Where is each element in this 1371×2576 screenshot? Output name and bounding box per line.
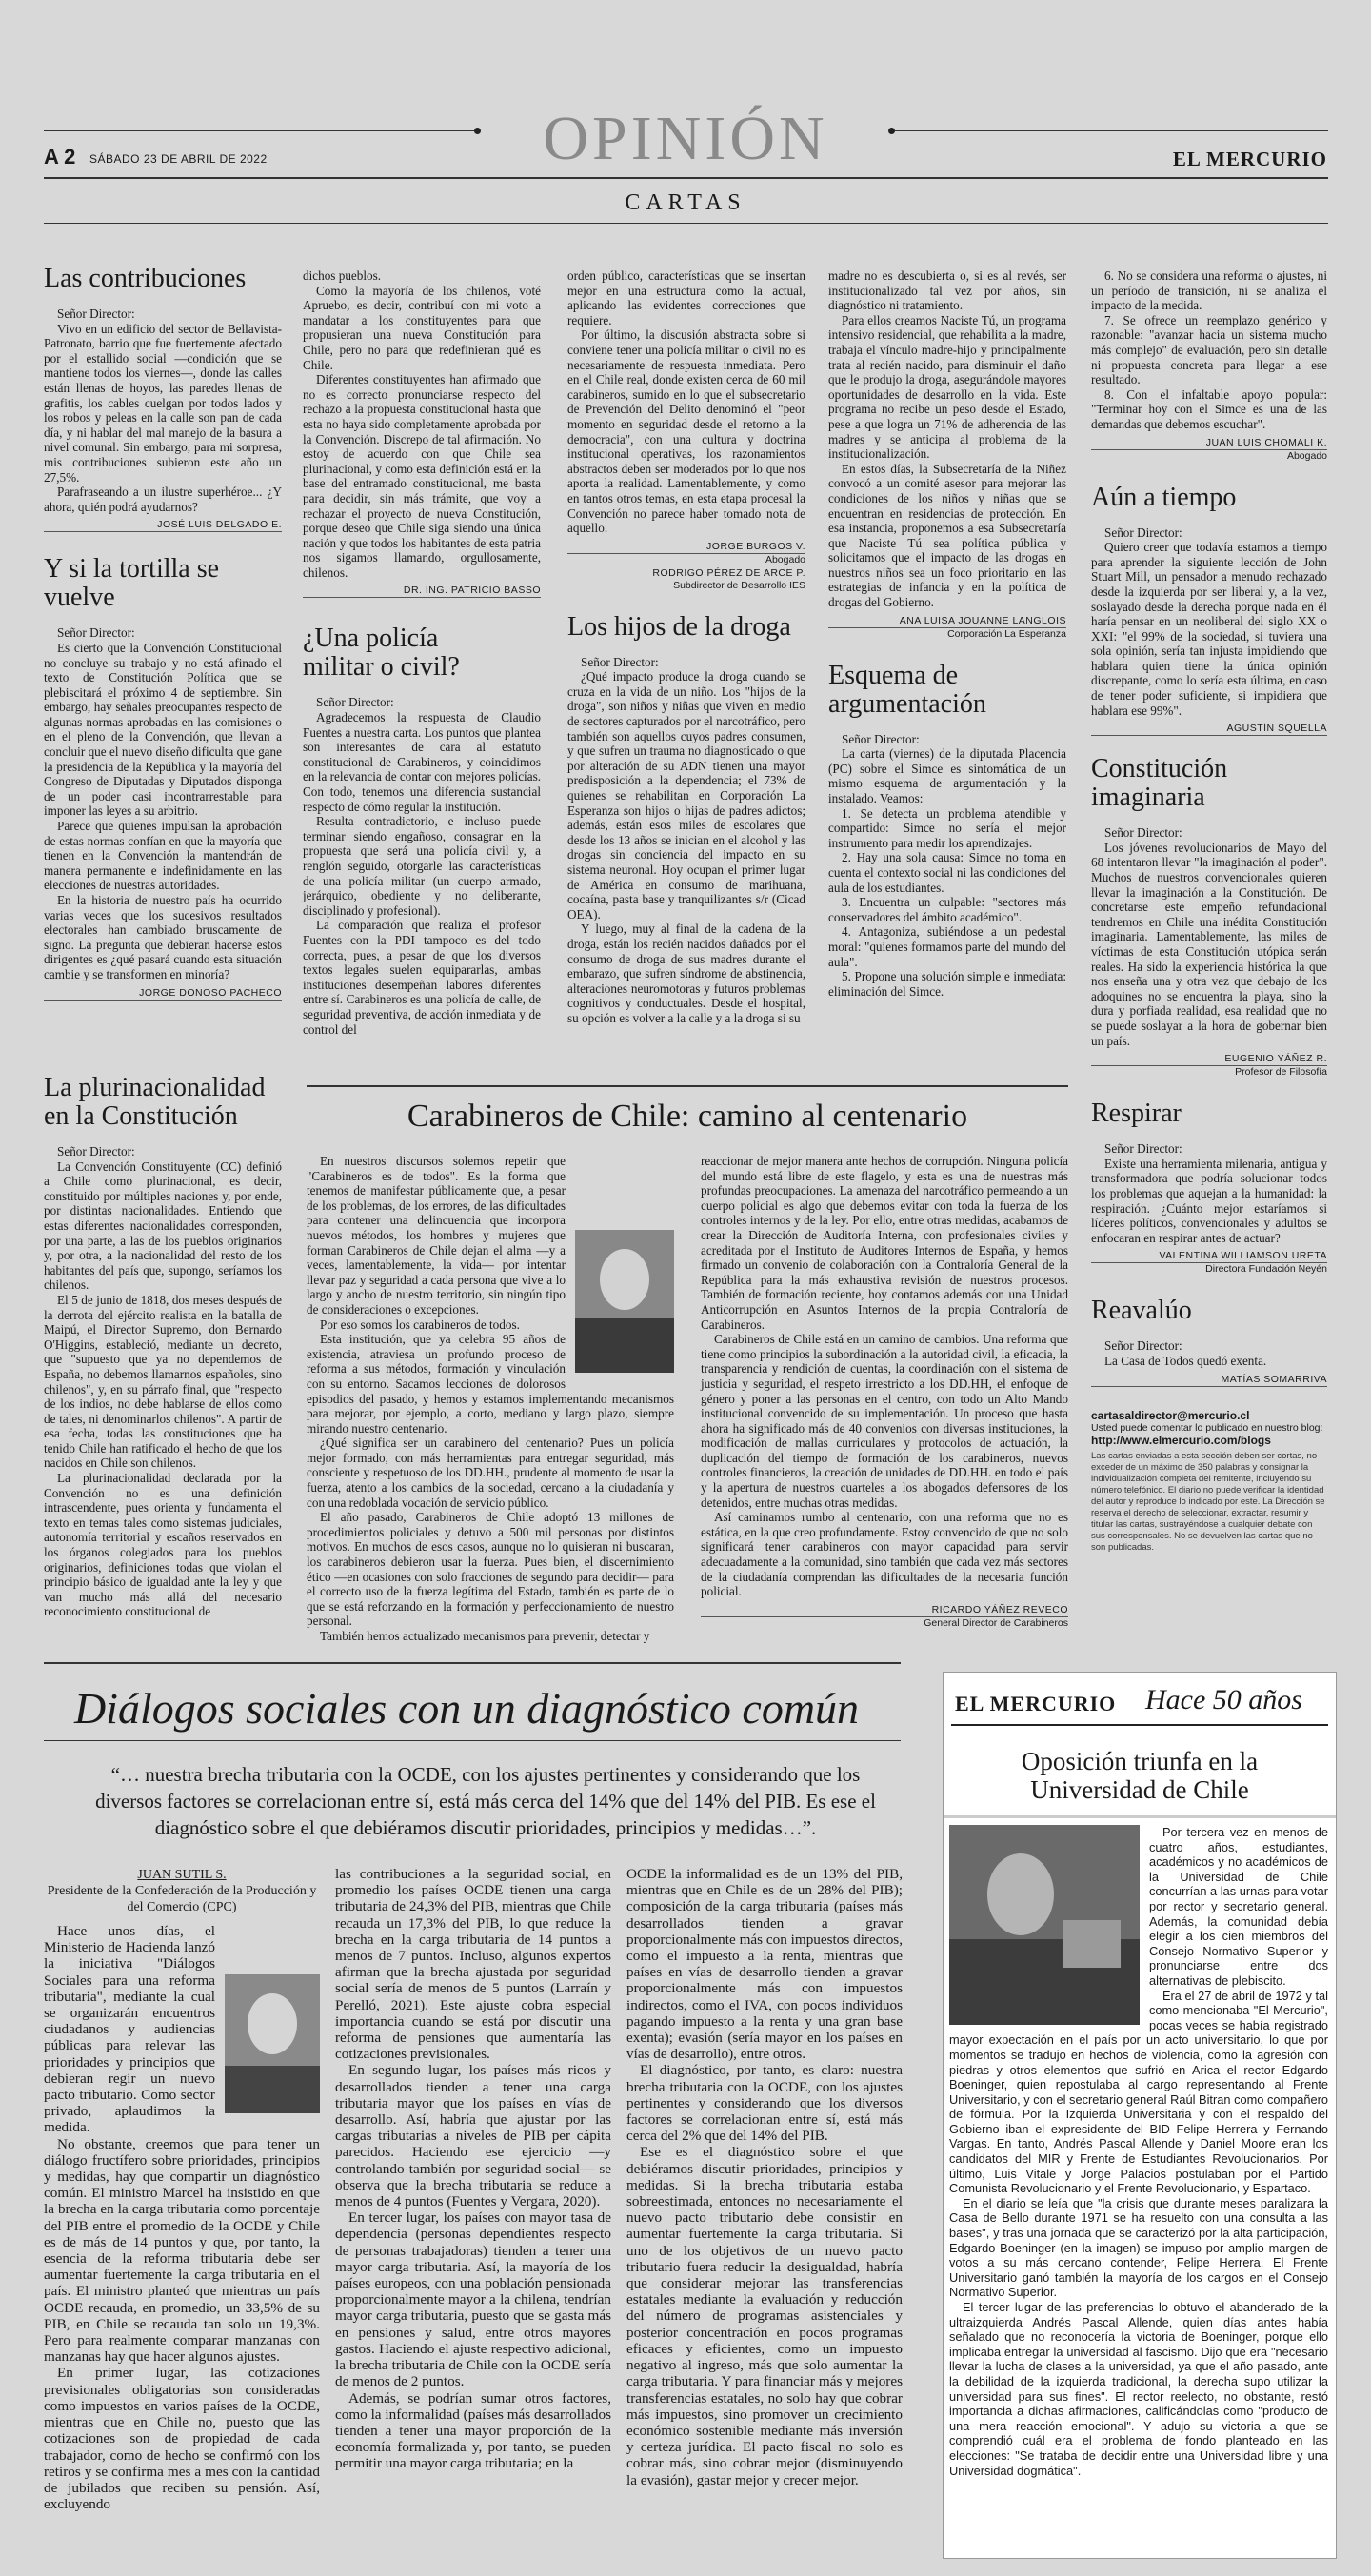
letter-paragraph: El 5 de junio de 1818, dos meses después de la derrota del ejército realista en la batalla de Maipú, el Director Supremo, don Bernardo O'Higgins, estableció, mediante un decreto, que "supuesto que ya no dependemos de España, no debemos llamarnos españoles, sino chilenos", y, en su párrafo final, que "respecto de los indios, no debe hablarse de ellos como de tales, ni denominarlos chilenos". A partir de esa fecha, todas las constituciones que ha tenido Chile han ratificado el hecho de que los nacidos en Chile son chilenos. — [44, 1292, 282, 1471]
letter-title: Las contribuciones — [44, 264, 247, 293]
salutation: Señor Director: — [57, 1144, 135, 1159]
column-paragraph: En nuestros discursos solemos repetir que "Carabineros es de todos". Es la forma que tenemos de manifestar públicamente que, a pesar de los problemas, de los errores, de las dificultades para contener una delincuencia que incorpora nuevos métodos, los hombres y mujeres que forman Carabineros de Chile dejan el alma —y a veces, lamentablemente, la vida— por intentar llevar paz y seguridad a cada persona que vive a lo largo y ancho de nuestro territorio, sin ningún tipo de consideraciones o excepciones. — [307, 1154, 566, 1317]
feature-paragraph: Ese es el diagnóstico sobre el que debiéramos discutir prioridades, principios y medidas. Si la brecha tributaria estaba sobreestimada, entonces no necesariamente el nuevo pacto tributario debe consistir en aumentar fuertemente la carga tributaria. Si uno de los objetivos de un nuevo pacto tributario fuera reducir la desigualdad, habría que considerar mejorar las transferencias estatales mediante la evaluación y reducción del número de programas asistenciales y posterior concentración en pocos programas eficaces y eficientes, como un impuesto negativo al ingreso, más que solo aumentar la carga tributaria. Y para financiar más y mejores transferencias estatales, no solo hay que cobrar más impuestos, sino promover un crecimiento económico sostenible mediante más inversión y certeza jurídica. El pacto fiscal no solo es cobrar más, sino cobrar mejor (disminuyendo la evasión), gastar mejor y crecer mejor. — [626, 2144, 903, 2488]
history-rule — [944, 1815, 1336, 1818]
history-paragraph: En el diario se leía que "la crisis que durante meses paralizara la Casa de Bello durante 1971 se ha resuelto con una consulta a las bases", y tras una jornada que se caracterizó por la alta participación, Edgardo Boeninger (en la imagen) se impuso por amplio margen de votos a su más cercano contender, Felipe Herrera. El Frente Universitario ganó también la mayoría de los cargos en el Consejo Normativo Superior. — [949, 2195, 1328, 2300]
letters-column-3 — [567, 268, 805, 1026]
feature-paragraph: En primer lugar, las cotizaciones previsionales obligatorias son consideradas como impuestos en varios países de la OCDE, mientras que en Chile no, puesto que las cotizaciones son de propiedad de cada trabajador, como de hecho se confirmó con los retiros y se confirma mes a mes con la cantidad de jubilados que reciben su pensión. Así, excluyendo — [44, 2365, 320, 2513]
salutation: Señor Director: — [1104, 1338, 1182, 1354]
letter-paragraph: La Convención Constituyente (CC) definió a Chile como plurinacional, es decir, constituido por múltiples naciones y, por ende, por distintas nacionalidades. Entiendo que estas diferentes nacionalidades corresponden, por una parte, a las de los pueblos originarios y, por otra, a la nacionalidad del resto de los habitantes del país que, supongo, seríamos los chilenos. — [44, 1159, 282, 1293]
salutation: Señor Director: — [316, 695, 394, 710]
feature-paragraph: El diagnóstico, por tanto, es claro: nuestra brecha tributaria con la OCDE, con los ajustes pertinentes y considerando que los diversos factores se correlacionan entre sí, está más cerca del 2% que del 14% del PIB. — [626, 2062, 903, 2145]
history-paragraph: Era el 27 de abril de 1972 y tal como mencionaba "El Mercurio", pocas veces se había registrado mayor expectación en el país por un acto universitario, lo que por momentos se tradujo en hechos de violencia, como la agresión con piedras y otros elementos que sufrió en Arica el rector Edgardo Boeninger, quien repostulaba al cargo representando al Frente Universitario, y con el secretario general Raúl Bitran como compañero de fórmula. Por la Izquierda Universitaria y con el respaldo del Gobierno iban el expresidente del BID Felipe Herrera y Fernando Vargas. En tanto, Andrés Pascal Allende y Daniel Moore eran los candidatos del MIR y Frente de Estudiantes Revolucionarios. Por último, Luis Vitale y Jorge Palacios postulaban por el Partido Comunista Revolucionario y el Frente Revolucionario, y Espartaco. — [949, 1988, 1328, 2196]
letters-info — [1091, 1410, 1327, 1554]
signature-role: Abogado — [1286, 449, 1327, 462]
carabineros-col-2 — [701, 1154, 1068, 1651]
author-photo — [225, 1974, 320, 2113]
salutation: Señor Director: — [1104, 825, 1182, 841]
letter-paragraph: Resulta contradictorio, e incluso puede terminar siendo engañoso, consagrar en la propuesta que será una policía civil y, a renglón seguido, otorgarle las características de una policía militar (un cuerpo armado, jerárquico, obediente y no deliberante, disciplinado y profesional). — [303, 814, 541, 918]
letters-header: CARTAS — [625, 190, 746, 215]
letter-signature: JUAN LUIS CHOMALI K. — [1091, 436, 1327, 450]
signature-role: Corporación La Esperanza — [947, 627, 1066, 640]
feature-paragraph: Además, se podrían sumar otros factores, como la informalidad (países más desarrollados tienden a tener una mayor proporción de la economía formalizada y, por tanto, se pueden permitir una mayor carga tributaria; en la — [335, 2389, 611, 2472]
carabineros-col-1 — [307, 1154, 674, 1644]
letters-column-5 — [1091, 268, 1327, 1554]
letter-paragraph: En la historia de nuestro país ha ocurrido varias veces que los sucesivos resultados electorales han cambiado bruscamente de signo. La pregunta que debieran hacerse estos dirigentes es ¿qué pasará cuando esta situación cambie y se transformen en minoría? — [44, 893, 282, 981]
letter-paragraph: 3. Encuentra un culpable: "sectores más conservadores del ámbito académico". — [828, 895, 1066, 924]
salutation: Señor Director: — [842, 731, 920, 746]
letters-column-1 — [44, 265, 282, 1001]
signature-role: Directora Fundación Neyén — [1205, 1263, 1327, 1276]
letter-signature: DR. ING. PATRICIO BASSO — [303, 584, 541, 598]
letter-paragraph: Parece que quienes impulsan la aprobación de estas normas confían en que la mayoría que tienen en la Convención la mantendrán de manera permanente e indefinidamente en las elecciones de nuestras autoridades. — [44, 819, 282, 893]
column-paragraph: Carabineros de Chile está en un camino de cambios. Una reforma que tiene como principios la subordinación a la autoridad civil, la eficacia, la transparencia y rendición de cuentas, la coordinación con el sistema de justicia y seguridad, el respeto irrestricto a los DD.HH, el enfoque de género y poner a las personas en el centro, con todo un Alto Mando institucional convencido de su implementación. Un proceso que hasta ahora ha significado más de 40 convenios con diversas instituciones, la modificación de mallas curriculares y protocolos de actuación, la duplicación del tiempo de formación de los carabineros, nuevos controles financieros, la creación de unidades de DD.HH. en todo el país y la apertura de nuestros cuarteles a los abogados defensores de los detenidos, entre muchas otras medidas. — [701, 1332, 1068, 1510]
issue-date: SÁBADO 23 DE ABRIL DE 2022 — [89, 152, 268, 166]
feature-rule — [44, 1662, 901, 1664]
feature-col-1 — [44, 1923, 320, 2512]
feature-paragraph: No obstante, creemos que para tener un diálogo fructífero sobre prioridades, principios y medidas, hay que compartir un diagnóstico común. El ministro Marcel ha insistido en que la brecha en la carga tributaria como porcentaje del PIB entre el promedio de la OCDE y Chile es de más de 14 puntos y que, por tanto, la esencia de la reforma tributaria debe ser aumentar fuertemente la carga tributaria en el país. El ministro planteó que mientras un país OCDE recauda, en promedio, un 33,5% de su PIB, en Chile se recauda tan solo un 19,3%. Pero para realmente comparar manzanas con manzanas hay que hacer algunos ajustes. — [44, 2135, 320, 2366]
salutation: Señor Director: — [57, 625, 135, 641]
feature-paragraph: En tercer lugar, los países con mayor tasa de dependencia (personas dependientes respecto de personas trabajadoras) tienden a tener una mayor carga tributaria. Así, la mayoría de los países europeos, con una población pensionada proporcionalmente mayor a la chilena, tendrían mayor carga tributaria, puesto que se gasta más en pensiones y salud, entre otros mayores gastos. Haciendo el ajuste respectivo adicional, la brecha tributaria de Chile con la OCDE sería de menos de 2 puntos. — [335, 2209, 611, 2390]
letters-policy-note: Las cartas enviadas a esta sección deben ser cortas, no exceder de un máximo de 350 palabras y consignar la individualización completa del remitente, incluyendo su número telefónico. El diario no puede verificar la identidad del autor y reproduce lo indicado por este. La Dirección se reserva el derecho de seleccionar, extractar, resumir y titular las cartas, sustrayéndose a cualquier debate con sus corresponsales. No se devuelven las cartas que no son publicadas. — [1091, 1450, 1325, 1553]
feature-paragraph: En segundo lugar, los países más ricos y desarrollados tienden a tener una carga tributaria mayor que los países en vías de desarrollo. Así, habría que ajustar por las cargas tributarias a niveles de PIB per cápita parecidos. Haciendo ese ejercicio —y controlando también por seguridad social— se observa que la brecha tributaria se reduce a menos de 4 puntos (Fuentes y Vergara, 2020). — [335, 2062, 611, 2210]
column-paragraph: ¿Qué significa ser un carabinero del centenario? Pues un policía mejor formado, con más herramientas para entregar seguridad, más consciente y respetuoso de los DD.HH., prudente al momento de usar la fuerza, atento a los cambios de la sociedad, cercano a la ciudadanía y con una redoblada vocación de servicio público. — [307, 1436, 674, 1510]
feature-author: JUAN SUTIL S. — [137, 1868, 227, 1882]
letter-paragraph: Agradecemos la respuesta de Claudio Fuentes a nuestra carta. Los puntos que plantea son interesantes de cara al estatuto constitucional de Carabineros, y coincidimos en la relevancia de contar con mejores policías. Con todo, tenemos una diferencia sustancial respecto de cómo regular la institución. — [303, 710, 541, 814]
feature-title: Diálogos sociales con un diagnóstico común — [73, 1684, 860, 1733]
letter-signature: EUGENIO YÁÑEZ R. — [1091, 1052, 1327, 1066]
letter-paragraph: 8. Con el infaltable apoyo popular: "Terminar hoy con el Simce es una de las demandas que debemos escuchar". — [1091, 386, 1327, 431]
letter-paragraph: La Casa de Todos quedó exenta. — [1104, 1353, 1267, 1368]
history-paragraph: El tercer lugar de las preferencias lo obtuvo el abanderado de la ultraizquierda Andrés Pascal Allende, quien días antes había señalado que no reconocería la victoria de Boeninger, porque ello implicaba entregar la universidad al fascismo. Dijo que era "necesario llevar la lucha de clases a la universidad, ya que el año pasado, ante la debilidad de la izquierda tradicional, la derecha supo utilizar la universidad para sus fines". El rector reelecto, no obstante, restó importancia a dichas afirmaciones, calificándolas como "producto de una mera reacción emocional". Y adujo su victoria a que se comprendió cuál era el problema de fondo planteado en las elecciones: "Se trataba de decidir entre una Universidad libre y una Universidad dogmática". — [949, 2300, 1328, 2478]
letter-paragraph: Vivo en un edificio del sector de Bellavista-Patronato, barrio que fue fuertemente afectado por el estallido social —condición que se mantiene todos los viernes—, donde las calles están llenas de hoyos, las paredes llenas de grafitis, los cables cuelgan por todos lados y los robos y peleas en la calle son pan de cada día, y ni hablar del mal manejo de la basura a nivel comunal. Sin embargo, para mi sorpresa, mis contribuciones subieron este año un 27,5%. — [44, 321, 282, 485]
letter-paragraph: En estos días, la Subsecretaría de la Niñez convocó a un comité asesor para mejorar las condiciones de los niños y niñas que se encuentran en residencias de protección. En esa instancia, proponemos a esa Subsecretaría que Naciste Tú sea política pública y solicitamos que el impacto de las drogas en nuestros niños sea un foco prioritario en las estrategias de infancia y en la política de drogas del Gobierno. — [828, 461, 1066, 610]
letter-paragraph: ¿Qué impacto produce la droga cuando se cruza en la vida de un niño. Los "hijos de la droga", son niños y niñas que viven en medio de sectores capturados por el narcotráfico, pero también son aquellos cuyos padres consumen, y que sufren un trauma no diagnosticado o que por alteración de su ADN tienen una mayor predisposición a la dependencia; el 73% de quienes se rehabilitan en Corporación La Esperanza son hijos o hijas de padres adictos; además, están esos miles de escolares que desde los 13 años se inician en el alcohol y las drogas sin conciencia del impacto en su sistema neuronal. Hoy ocupan el primer lugar de América en consumo de marihuana, cocaína, pasta base y tranquilizantes s/r (Cicad OEA). — [567, 669, 805, 921]
history-box — [943, 1672, 1337, 2559]
letters-email[interactable]: cartasaldirector@mercurio.cl — [1091, 1408, 1250, 1422]
section-title: OPINIÓN — [543, 104, 828, 173]
header-rule-top — [44, 177, 1328, 179]
feature-author-block — [44, 1867, 320, 1915]
letter-paragraph: La plurinacionalidad declarada por la Convención no es una definición intrascendente, pues orienta y fundamenta el texto en temas tales como sistemas judiciales, autonomía territorial y escaños reservados en los órganos colegiados para los pueblos originarios, definiciones todas que violan el principio básico de igualdad ante la ley y que van mucho más allá del necesario reconocimiento constitucional de — [44, 1471, 282, 1619]
carabineros-rule — [307, 1085, 1068, 1087]
letter-title: Los hijos de la droga — [567, 611, 791, 642]
letter-title: Constitución imaginaria — [1091, 754, 1228, 813]
letter-paragraph: dichos pueblos. — [303, 268, 382, 283]
salutation: Señor Director: — [581, 654, 659, 669]
feature-paragraph: OCDE la informalidad es de un 13% del PIB, mientras que en Chile es de un 28% del PIB); composición de la carga tributaria (países más desarrollados tienden a gravar proporcionalmente más con impuestos directos, como el impuesto a la renta, mientras que países en vías de desarrollo tienden a gravar proporcionalmente más con impuestos indirectos, como el IVA, con pocos individuos pagando impuesto a la renta y una gran base exenta); evasión (sería mayor en los países en vías de desarrollo), entre otros. — [626, 1866, 903, 2063]
letters-column-1-bottom — [44, 1074, 282, 1619]
blog-link[interactable]: http://www.elmercurio.com/blogs — [1091, 1433, 1271, 1447]
column-paragraph: También hemos actualizado mecanismos para prevenir, detectar y — [320, 1629, 650, 1643]
letter-paragraph: Los jóvenes revolucionarios de Mayo del 68 intentaron llevar "la imaginación al poder". Muchos de nuestros convencionales quieren llevar la imaginación a la Constitución. De concretarse este empeño refundacional tendremos en Chile una inédita Constitución imaginaria. Lamentablemente, las miles de víctimas de esta Constitución utópica serán reales. Ha sido la experiencia histórica la que nos enseña una y otra vez que debajo de los adoquines no se encuentra la playa, sino la dura y porfiada realidad, esa realidad que no se puede soslayar a la hora de gobernar bien un país. — [1091, 840, 1327, 1048]
feature-paragraph: las contribuciones a la seguridad social, en promedio los países OCDE tienen una carga tributaria de 24,3% del PIB, mientras que Chile recauda un 17,3% del PIB, lo que reduce la brecha en la carga tributaria de 14 puntos a menos de 7 puntos. Incluso, algunos expertos afirman que la brecha ajustada por seguridad social sería de menos de 5 puntos (Larraín y Perelló, 2021). Este ajuste cobra especial importancia cuando se está por discutir una reforma de pensiones que aumentaría las cotizaciones previsionales. — [335, 1866, 611, 2063]
column-paragraph: Así caminamos rumbo al centenario, con una reforma que no es estática, en la que creo profundamente. Estoy convencido de que no solo significará tener carabineros con mayor capacidad para servir adecuadamente a la comunidad, sino también que cada vez más sectores de la ciudadanía comprendan las dificultades de la necesaria función policial. — [701, 1510, 1068, 1599]
letter-paragraph: La comparación que realiza el profesor Fuentes con la PDI tampoco es del todo correcta, pues, a pesar de que los diversos textos legales suelen equipararlas, ambas instituciones desempeñan labores diferentes entre sí. Carabineros es una policía de calle, de seguridad preventiva, de acción inmediata y de control del — [303, 918, 541, 1037]
letter-paragraph: Y luego, muy al final de la cadena de la droga, están los recién nacidos dañados por el consumo de droga de sus madres durante el embarazo, que sufren síndrome de abstinencia, alteraciones neuromotoras y futuros problemas cognitivos y conductuales. Desde el hospital, su opción es volver a la calle y a la droga si su — [567, 921, 805, 1025]
masthead-brand: EL MERCURIO — [1172, 148, 1327, 170]
history-photo — [949, 1825, 1140, 2025]
letter-title: Reavalúo — [1091, 1296, 1192, 1326]
letter-signature: ANA LUISA JOUANNE LANGLOIS — [828, 614, 1066, 628]
letter-paragraph: 1. Se detecta un problema atendible y compartido: Simce no sería el mejor instrumento para medir los aprendizajes. — [828, 805, 1066, 850]
letter-paragraph: La carta (viernes) de la diputada Placencia (PC) sobre el Simce es sintomática de un mismo esquema de argumentación y la instalado. Veamos: — [828, 746, 1066, 806]
blog-intro: Usted puede comentar lo publicado en nuestro blog: — [1091, 1421, 1323, 1434]
letter-paragraph: 5. Propone una solución simple e inmediata: eliminación del Simce. — [828, 969, 1066, 999]
letter-paragraph: orden público, características que se insertan mejor en una estructura como la actual, aplicando las evidentes correcciones que requiere. — [567, 268, 805, 327]
letters-column-2 — [303, 268, 541, 1037]
salutation: Señor Director: — [57, 307, 135, 321]
letter-title: Y si la tortilla se vuelve — [44, 554, 220, 613]
signature-role: General Director de Carabineros — [924, 1616, 1068, 1629]
letter-paragraph: Diferentes constituyentes han afirmado que no es correcto pronunciarse respecto del rechazo a la propuesta constitucional hasta que esta no haya sido completamente aprobada por la Convención. Discrepo de tal afirmación. No estoy de acuerdo con que Chile sea plurinacional, y como esta definición está en la base del entramado constitucional, me basta para decidir, sin más trámite, que voy a rechazar el proyecto de nueva Constitución, porque deseo que Chile siga siendo una única nación y que todos los habitantes de esta patria nos sigamos llamando, orgullosamente, chilenos. — [303, 372, 541, 580]
letter-signature: VALENTINA WILLIAMSON URETA — [1091, 1249, 1327, 1263]
feature-col-2 — [335, 1866, 611, 2472]
letter-signature: MATÍAS SOMARRIVA — [1091, 1373, 1327, 1387]
letter-title: Aún a tiempo — [1091, 482, 1237, 512]
letter-paragraph: 6. No se considera una reforma o ajustes, ni un período de transición, ni se analiza el impacto de la medida. — [1091, 268, 1327, 313]
history-tag: Hace 50 años — [1145, 1684, 1302, 1715]
letter-signature: AGUSTÍN SQUELLA — [1091, 722, 1327, 736]
letter-title: Esquema de argumentación — [828, 660, 986, 719]
letter-paragraph: Existe una herramienta milenaria, antigua y transformadora que podría solucionar todos los problemas que aquejan a la humanidad: la respiración. ¿Cuánto mejor estaríamos si líderes políticos, convencionales y adultos se enfocaran en respirar antes de actuar? — [1091, 1156, 1327, 1245]
letter-paragraph: 7. Se ofrece un reemplazo genérico y razonable: "avanzar hacia un sistema mucho más complejo" de evaluación, pero sin detalle ni propuesta concreta para llegar a ese resultado. — [1091, 312, 1327, 387]
letter-paragraph: Para ellos creamos Naciste Tú, un programa intensivo residencial, que rehabilita a la madre, trabaja el vínculo madre-hijo y principalmente trata al recién nacido, para disminuir el daño que le produjo la droga, asegurándole mayores oportunidades de desarrollo en la vida. Este programa no recibe un peso desde el Estado, pese a que logra un 71% de adherencia de las madres y se anticipa al problema de la institucionalización. — [828, 312, 1066, 462]
column-title: Carabineros de Chile: camino al centenario — [407, 1099, 968, 1134]
letter-paragraph: 4. Antagoniza, subiéndose a un pedestal moral: "quienes formamos parte del mundo del aula". — [828, 924, 1066, 969]
author-photo — [575, 1230, 674, 1373]
column-paragraph: El año pasado, Carabineros de Chile adoptó 13 millones de procedimientos policiales y detuvo a 500 mil personas por distintos motivos. En muchos de esos casos, aunque no lo quisieran ni buscaran, los carabineros debieron usar la fuerza. Pues bien, el discernimiento ético —en ocasiones con solo fracciones de segundo para decidir— para el correcto uso de la fuerza legítima del Estado, también es parte de lo que se está reforzando en la formación y perfeccionamiento de nuestro personal. — [307, 1510, 674, 1629]
feature-paragraph: Hace unos días, el Ministerio de Hacienda lanzó la iniciativa "Diálogos Sociales para una reforma tributaria", mediante la cual se organizarán encuentros ciudadanos y audiencias públicas para relevar las prioridades y principios que debieran regir un nuevo pacto tributario. Como sector privado, aplaudimos la medida. — [44, 1923, 215, 2136]
page-number: A 2 — [44, 145, 76, 168]
feature-rule-2 — [44, 1740, 901, 1741]
letter-title: Respirar — [1091, 1099, 1182, 1129]
letter-signature: JORGE BURGOS V. — [567, 540, 805, 554]
letter-paragraph: Quiero creer que todavía estamos a tiempo para aprender la siguiente lección de John Stuart Mill, un pensador a menudo rechazado desde la izquierda por ser liberal y, a la vez, soslayado desde la derecha porque nada en él haría pensar en un neoliberal del siglo XX o XXI: "el 99% de la sociedad, si tuviera una sola opinión, sería tan injusta impidiendo que hablara quien tiene la única opinión discrepante, como lo sería esta última, en caso de tener poder suficiente, si impidiera que hablara ese 99%". — [1091, 540, 1327, 718]
letter-paragraph: Parafraseando a un ilustre superhéroe... ¿Y ahora, quién podrá ayudarnos? — [44, 485, 282, 514]
column-paragraph: reaccionar de mejor manera ante hechos de corrupción. Ninguna policía del mundo está libre de este flagelo, y esta es una de nuestras más profundas preocupaciones. La amenaza del narcotráfico permeando a un cuerpo policial es algo que debemos evitar con toda la fuerza de los controles internos y de la ley. Por ello, entre otras medidas, acabamos de crear la Dirección de Auditoría Interna, con profesionales civiles y acreditada por el Instituto de Auditores Internos de España, y hemos firmado un convenio de colaboración con la Contraloría General de la República para la más exhaustiva revisión de nuestros procesos. También de formación reciente, hoy contamos además con una Unidad Anticorrupción en Asuntos Internos de la propia Contraloría de Carabineros. — [701, 1154, 1068, 1332]
feature-author-role: Presidente de la Confederación de la Producción y del Comercio (CPC) — [47, 1884, 317, 1914]
column-paragraph: Esta institución, que ya celebra 95 años de existencia, atraviesa un profundo proceso de reforma a sus métodos, formación y vinculación con su entorno. Sacamos lecciones de dolorosos episodios del pasado, y hemos y estamos implementando mecanismos para mejorar, por ejemplo, a corto, mediano y largo plazo, siempre mirando nuestro centenario. — [307, 1332, 674, 1436]
letter-paragraph: madre no es descubierta o, si es al revés, ser institucionalizado tal vez por años, sin diagnóstico ni tratamiento. — [828, 268, 1066, 313]
salutation: Señor Director: — [1104, 525, 1182, 540]
letter-title: La plurinacionalidad en la Constitución — [44, 1073, 266, 1131]
letter-signature: JORGE DONOSO PACHECO — [44, 986, 282, 1001]
feature-col-3 — [626, 1866, 903, 2488]
header-rule-bottom — [44, 223, 1328, 224]
feature-pullquote: “… nuestra brecha tributaria con la OCDE, con los ajustes pertinentes y considerando que los diversos factores se correlacionan entre sí, está más cerca del 14% que del 14% del PIB. Es ese el diagnóstico sobre el que debiéramos discutir prioridades, principios y medidas…”. — [95, 1763, 876, 1839]
history-title: Oposición triunfa en la Universidad de Chile — [1021, 1747, 1259, 1804]
letters-column-4 — [828, 268, 1066, 999]
letter-paragraph: Como la mayoría de los chilenos, voté Apruebo, es decir, contribuí con mi voto a mandatar a los constituyentes para que propusieran una nueva Constitución para Chile, pero no para que redefinieran qué es Chile. — [303, 283, 541, 372]
history-paragraph: Por tercera vez en menos de cuatro años, estudiantes, académicos y no académicos de la Universidad de Chile concurrían a las urnas para votar por rector y secretario general. Además, la comunidad debía elegir a los cien miembros del Consejo Normativo Superior y pronunciarse entre dos alternativas de plebiscito. — [1149, 1825, 1328, 1988]
letter-paragraph: 2. Hay una sola causa: Simce no toma en cuenta el contexto social ni las condiciones del aula de los estudiantes. — [828, 850, 1066, 895]
history-body — [949, 1825, 1328, 2478]
letter-paragraph: Por último, la discusión abstracta sobre si conviene tener una policía militar o civil no es necesariamente de respuesta inmediata. Pero en el Chile real, donde existen cerca de 60 mil carabineros, sumido en lo que el subsecretario de Prevención del Delito denominó el "peor momento en seguridad desde el retorno a la democracia", con una cultura y doctrina institucional operativas, los razonamientos abstractos deben ser moderados por lo que nos aporta la realidad. Lamentablemente, y como en tantos otros temas, en esta etapa procesal la Convención no parece haber tomado nota de aquello. — [567, 327, 805, 536]
letter-signature: JOSÉ LUIS DELGADO E. — [44, 518, 282, 532]
signature-role: Profesor de Filosofía — [1235, 1066, 1327, 1079]
history-brand: EL MERCURIO — [955, 1692, 1117, 1715]
salutation: Señor Director: — [1104, 1141, 1182, 1157]
history-header — [951, 1680, 1328, 1726]
signature-role: Subdirector de Desarrollo IES — [673, 579, 805, 591]
letter-paragraph: Es cierto que la Convención Constitucional no concluye su trabajo y no está afinado el texto de Constitución Política que se plebiscitará el próximo 4 de septiembre. Sin embargo, hay señales preocupantes respecto de algunas normas aprobadas en las comisiones o en el pleno de la Convención, que llevan a concluir que el nuevo diseño dificulta que gane la presidencia de la República y la mayoría del Congreso de Diputadas y Diputados disponga de un poder casi incontrarrestable para imponer las leyes a su arbitrio. — [44, 640, 282, 819]
column-paragraph: Por eso somos los carabineros de todos. — [320, 1317, 520, 1332]
signature-role: Abogado — [765, 553, 805, 565]
letter-title: ¿Una policía militar o civil? — [303, 624, 460, 683]
column-signature: RICARDO YÁÑEZ REVECO — [701, 1603, 1068, 1617]
letter-signature: RODRIGO PÉREZ DE ARCE P. — [652, 566, 805, 579]
